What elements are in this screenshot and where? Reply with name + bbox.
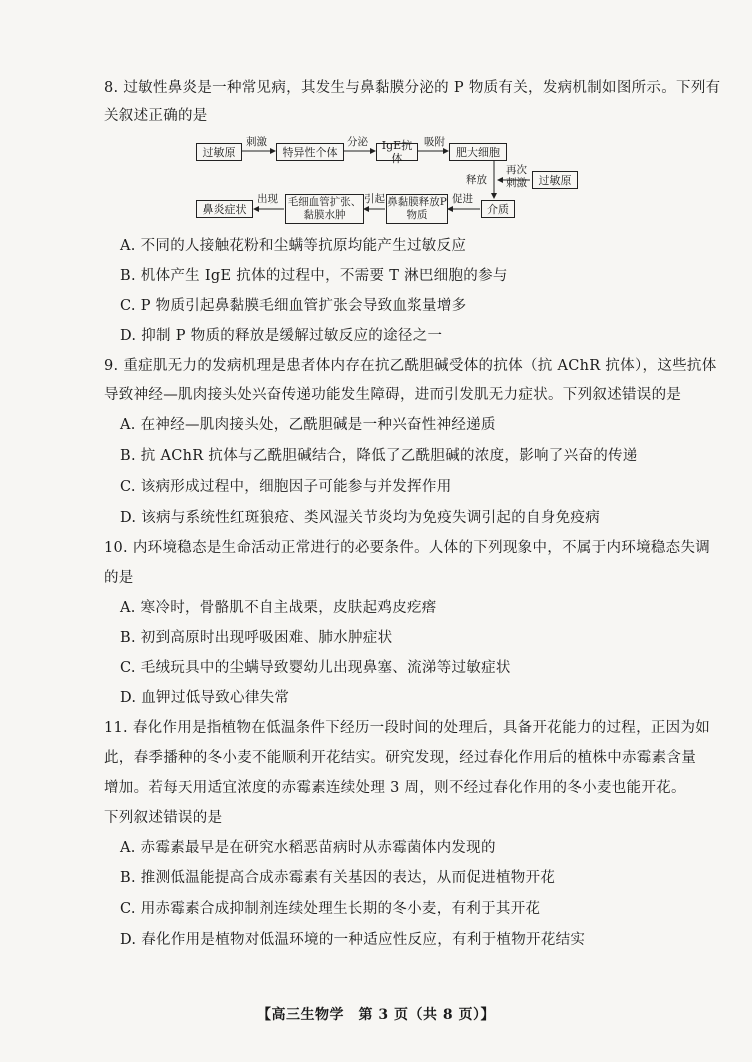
q10-stem-line1: 10. 内环境稳态是生命活动正常进行的必要条件。人体的下列现象中，不属于内环境稳态失调: [104, 540, 711, 556]
box-mast-cell: 肥大细胞: [449, 143, 507, 161]
box-mediator: 介质: [481, 200, 515, 218]
q9-option-c: C. 该病形成过程中，细胞因子可能参与并发挥作用: [120, 479, 452, 495]
q8-stem-line2: 关叙述正确的是: [104, 108, 208, 124]
q8-option-c: C. P 物质引起鼻黏膜毛细血管扩张会导致血浆量增多: [120, 298, 467, 314]
label-cause: 引起: [364, 193, 385, 205]
q9-stem-line2: 导致神经—肌肉接头处兴奋传递功能发生障碍，进而引发肌无力症状。下列叙述错误的是: [104, 387, 682, 403]
q9-option-a: A. 在神经—肌肉接头处，乙酰胆碱是一种兴奋性神经递质: [120, 417, 496, 433]
box-capillary-dilation: 毛细血管扩张、黏膜水肿: [285, 194, 364, 224]
label-again-1: 再次: [506, 164, 527, 176]
q10-option-a: A. 寒冷时，骨骼肌不自主战栗，皮肤起鸡皮疙瘩: [120, 600, 437, 616]
label-adsorb: 吸附: [424, 136, 445, 148]
q9-option-d: D. 该病与系统性红斑狼疮、类风湿关节炎均为免疫失调引起的自身免疫病: [120, 510, 601, 526]
q10-option-b: B. 初到高原时出现呼吸困难、肺水肿症状: [120, 630, 393, 646]
q8-option-d: D. 抑制 P 物质的释放是缓解过敏反应的途径之一: [120, 328, 443, 344]
q8-option-a: A. 不同的人接触花粉和尘螨等抗原均能产生过敏反应: [120, 238, 467, 254]
label-again-2: 刺激: [506, 177, 527, 189]
q11-option-b: B. 推测低温能提高合成赤霉素有关基因的表达，从而促进植物开花: [120, 870, 556, 886]
q11-stem-line3: 增加。若每天用适宜浓度的赤霉素连续处理 3 周，则不经过春化作用的冬小麦也能开花。: [104, 780, 686, 796]
q11-stem-line4: 下列叙述错误的是: [104, 810, 223, 826]
q11-option-c: C. 用赤霉素合成抑制剂连续处理生长期的冬小麦，有利于其开花: [120, 901, 541, 917]
q10-option-c: C. 毛绒玩具中的尘螨导致婴幼儿出现鼻塞、流涕等过敏症状: [120, 660, 511, 676]
q11-stem-line2: 此，春季播种的冬小麦不能顺利开花结实。研究发现，经过春化作用后的植株中赤霉素含量: [104, 750, 696, 766]
label-stimulate: 刺激: [246, 136, 267, 148]
q9-stem-line1: 9. 重症肌无力的发病机理是患者体内存在抗乙酰胆碱受体的抗体（抗 AChR 抗体），这些抗体: [104, 358, 717, 374]
q8-stem-line1: 8. 过敏性鼻炎是一种常见病，其发生与鼻黏膜分泌的 P 物质有关，发病机制如图所示。下列有: [104, 80, 721, 96]
box-specific-individual: 特异性个体: [276, 143, 344, 161]
q11-stem-line1: 11. 春化作用是指植物在低温条件下经历一段时间的处理后，具备开花能力的过程，正因为如: [104, 720, 711, 736]
box-allergen-again: 过敏原: [532, 171, 578, 189]
q8-option-b: B. 机体产生 IgE 抗体的过程中，不需要 T 淋巴细胞的参与: [120, 268, 508, 284]
allergy-mechanism-diagram: [190, 132, 610, 232]
q10-stem-line2: 的是: [104, 570, 134, 586]
q10-option-d: D. 血钾过低导致心律失常: [120, 690, 290, 706]
page-footer: 【高三生物学 第 3 页（共 8 页）】: [257, 1007, 495, 1023]
box-mucosa-release-p: 鼻黏膜释放P物质: [386, 194, 448, 224]
box-ige-antibody: IgE抗体: [376, 143, 418, 161]
box-rhinitis-symptoms: 鼻炎症状: [196, 200, 253, 218]
label-appear: 出现: [257, 193, 278, 205]
label-release: 释放: [466, 174, 487, 186]
q11-option-a: A. 赤霉素最早是在研究水稻恶苗病时从赤霉菌体内发现的: [120, 840, 496, 856]
q9-option-b: B. 抗 AChR 抗体与乙酰胆碱结合，降低了乙酰胆碱的浓度，影响了兴奋的传递: [120, 448, 638, 464]
label-promote: 促进: [452, 193, 473, 205]
label-secrete: 分泌: [347, 136, 368, 148]
box-allergen: 过敏原: [196, 143, 242, 161]
q11-option-d: D. 春化作用是植物对低温环境的一种适应性反应，有利于植物开花结实: [120, 932, 586, 948]
